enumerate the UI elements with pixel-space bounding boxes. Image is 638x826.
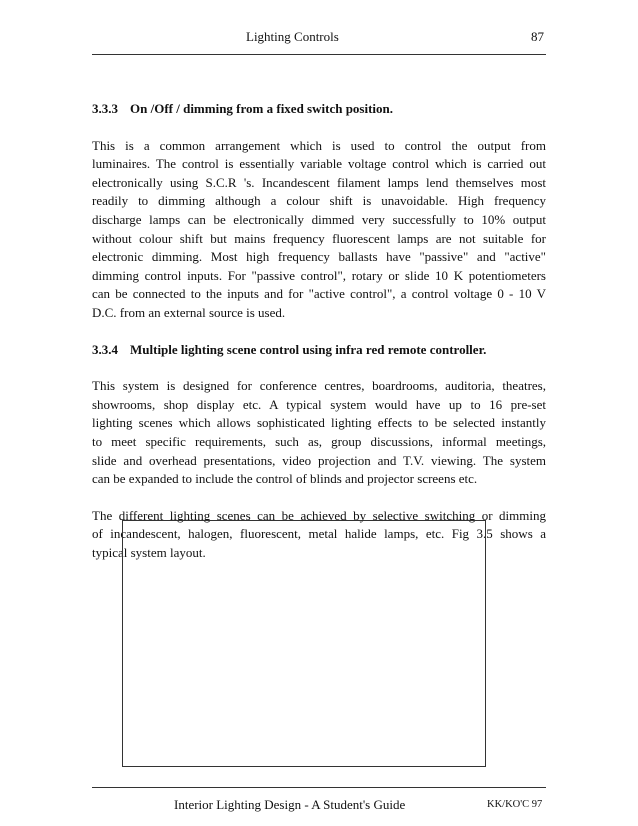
paragraph-line: electronic dimming. Most high frequency ballasts have "passive" and "active"	[92, 249, 546, 265]
page-body	[92, 100, 546, 580]
paragraph-line: slide and overhead presentations, video projection and T.V. viewing. The system	[92, 452, 546, 468]
paragraph-line: discharge lamps can be electronically dimmed very successfully to 10% output	[92, 211, 546, 227]
section-number: 3.3.4	[92, 341, 118, 357]
section-heading	[92, 341, 546, 360]
paragraph-line: can be expanded to include the control of blinds and projector screens etc.	[92, 471, 478, 487]
section-title: Multiple lighting scene control using infra red remote controller.	[130, 341, 487, 357]
footer-rule	[92, 787, 546, 788]
paragraph-line: luminaires. The control is essentially variable voltage control which is carried out	[92, 156, 546, 172]
paragraph-line: lighting scenes which allows sophisticated lighting effects to be selected instantly	[92, 415, 546, 431]
paragraph-line: This is a common arrangement which is used to control the output from	[92, 137, 546, 153]
paragraph-line: can be connected to the inputs and for "active control", a control voltage 0 - 10 V	[92, 286, 546, 302]
paragraph-line: typical system layout.	[92, 544, 206, 560]
section-heading	[92, 100, 546, 119]
page-number: 87	[531, 29, 544, 44]
paragraph	[92, 137, 546, 323]
paragraph-line: dimming control inputs. For "passive control", rotary or slide 10 K potentiometers	[92, 267, 546, 283]
paragraph-line: readily to dimming although a colour shift is unavoidable. High frequency	[92, 193, 546, 209]
paragraph-line: to meet specific requirements, such as, group discussions, informal meetings,	[92, 433, 546, 449]
paragraph-line: without colour shift but mains frequency fluorescent lamps are not suitable for	[92, 230, 546, 246]
figure-placeholder-box	[122, 520, 486, 767]
paragraph-line: D.C. from an external source is used.	[92, 304, 286, 320]
header-rule	[92, 54, 546, 55]
paragraph-line: electronically using S.C.R 's. Incandescent filament lamps lend themselves most	[92, 174, 546, 190]
paragraph-line: The different lighting scenes can be achieved by selective switching or dimming	[92, 507, 546, 523]
running-header-title: Lighting Controls	[246, 29, 339, 44]
paragraph-line: This system is designed for conference centres, boardrooms, auditoria, theatres,	[92, 378, 546, 394]
paragraph	[92, 377, 546, 489]
paragraph-line: showrooms, shop display etc. A typical system would have up to 16 pre-set	[92, 396, 546, 412]
section-title: On /Off / dimming from a fixed switch position.	[130, 101, 394, 116]
running-footer-title: Interior Lighting Design - A Student's Guide	[174, 797, 406, 812]
section-number: 3.3.3	[92, 101, 118, 116]
paragraph-line: of incandescent, halogen, fluorescent, metal halide lamps, etc. Fig 3.5 shows a	[92, 526, 546, 542]
author-code: KK/KO'C 97	[487, 799, 543, 810]
